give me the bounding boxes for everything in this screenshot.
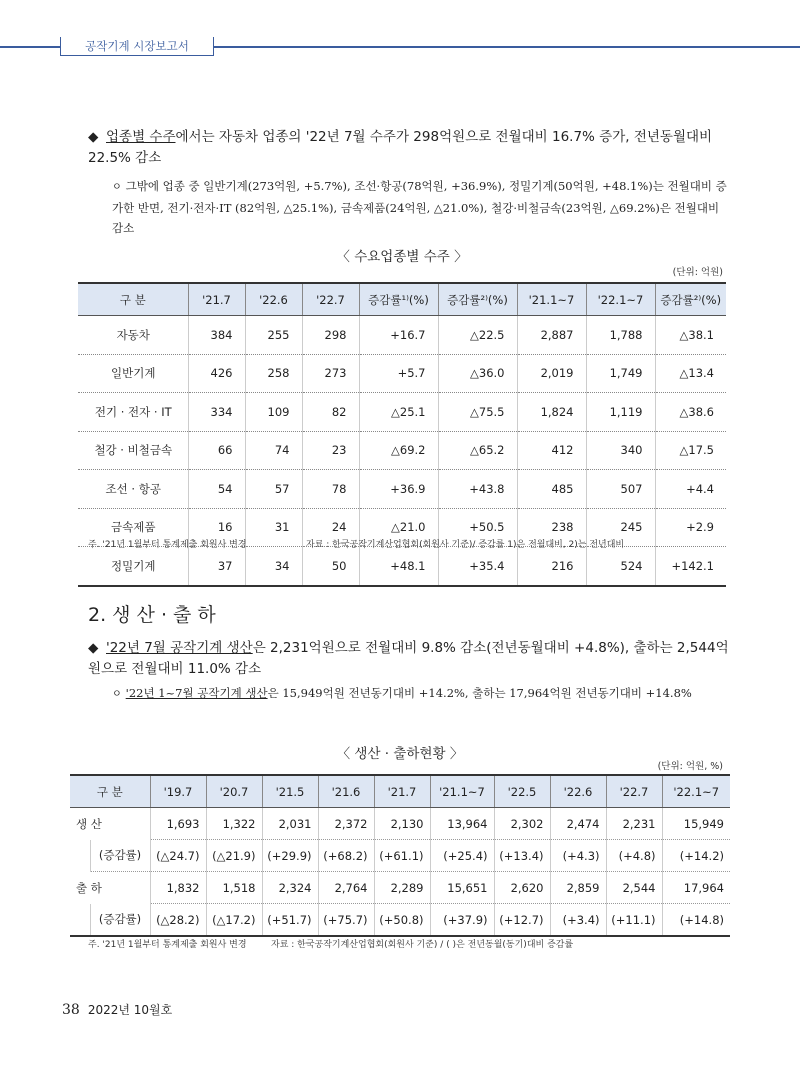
table2-header-cell: '19.7 xyxy=(150,775,206,808)
table-cell: 23 xyxy=(302,431,359,470)
table-cell: 15,949 xyxy=(662,808,730,840)
table-cell: (+29.9) xyxy=(262,840,318,872)
table-cell: (△21.9) xyxy=(206,840,262,872)
table1-header-cell: '22.6 xyxy=(245,283,302,316)
table-cell: 57 xyxy=(245,470,302,509)
issue-label: 2022년 10월호 xyxy=(87,1003,173,1017)
table-cell: (△28.2) xyxy=(150,904,206,937)
table-cell: 2,019 xyxy=(517,354,586,393)
sub-underlined: '22년 1~7월 공작기계 생산 xyxy=(125,686,268,700)
table-cell: +35.4 xyxy=(438,547,517,586)
table-row xyxy=(78,431,726,470)
row-group-label: 생 산 xyxy=(76,816,102,831)
table-cell: 2,544 xyxy=(606,872,662,904)
table-cell: △21.0 xyxy=(359,508,438,547)
table1-source: 자료 : 한국공작기계산업협회(회원사 기준)/ 증감률 1)은 전월대비, 2)는 전년대비 xyxy=(306,540,625,550)
table-cell: +36.9 xyxy=(359,470,438,509)
table-row xyxy=(70,840,730,872)
row-indent xyxy=(70,840,90,872)
table-cell: 238 xyxy=(517,508,586,547)
table-cell: 2,130 xyxy=(374,808,430,840)
table-cell: (+11.1) xyxy=(606,904,662,937)
table-cell: △25.1 xyxy=(359,393,438,432)
table-cell: 17,964 xyxy=(662,872,730,904)
table-row xyxy=(78,470,726,509)
table2-header-cell: '22.6 xyxy=(550,775,606,808)
table2-header-cell: '22.1~7 xyxy=(662,775,730,808)
table1-header-cell: 증감률²⁾(%) xyxy=(655,283,726,316)
table-cell: 2,031 xyxy=(262,808,318,840)
table-cell: 2,764 xyxy=(318,872,374,904)
table-cell: △65.2 xyxy=(438,431,517,470)
table-cell: (+68.2) xyxy=(318,840,374,872)
table-cell: 507 xyxy=(586,470,655,509)
table-cell: 2,289 xyxy=(374,872,430,904)
table1-header-cell: '22.7 xyxy=(302,283,359,316)
table-cell: △75.5 xyxy=(438,393,517,432)
table2-header-cell: '21.7 xyxy=(374,775,430,808)
table-cell: △36.0 xyxy=(438,354,517,393)
circle-bullet-icon: ㅇ xyxy=(112,182,122,193)
table-cell: 384 xyxy=(188,316,245,355)
table-cell: 82 xyxy=(302,393,359,432)
table-cell: (△24.7) xyxy=(150,840,206,872)
table-row xyxy=(70,808,730,840)
table-cell: 340 xyxy=(586,431,655,470)
table-cell: (+12.7) xyxy=(494,904,550,937)
table2-note: 주. '21년 1월부터 통계제출 회원사 변경 xyxy=(88,940,247,950)
table-cell: 34 xyxy=(245,547,302,586)
row-label: 자동차 xyxy=(78,316,188,355)
table-cell: (+14.8) xyxy=(662,904,730,937)
row-label: 전기 · 전자 · IT xyxy=(78,393,188,432)
table-cell: +48.1 xyxy=(359,547,438,586)
table-cell: (+37.9) xyxy=(430,904,494,937)
table-cell: (+50.8) xyxy=(374,904,430,937)
table2-unit: (단위: 억원, %) xyxy=(657,761,723,772)
table2-source: 자료 : 한국공작기계산업협회(회원사 기준) / ( )은 전년동월(동기)대비 증감률 xyxy=(271,940,574,950)
table-cell: △69.2 xyxy=(359,431,438,470)
page-number: 38 xyxy=(62,1002,80,1018)
table-cell: (+3.4) xyxy=(550,904,606,937)
table1-header-cell: '21.7 xyxy=(188,283,245,316)
report-title-tab: 공작기계 시장보고서 xyxy=(60,37,214,56)
table1-header-cell: '21.1~7 xyxy=(517,283,586,316)
row-label: 철강 · 비철금속 xyxy=(78,431,188,470)
table-cell: 1,749 xyxy=(586,354,655,393)
table-cell: 16 xyxy=(188,508,245,547)
table-cell: +50.5 xyxy=(438,508,517,547)
table-cell: (+61.1) xyxy=(374,840,430,872)
table-cell: 273 xyxy=(302,354,359,393)
table-cell: +43.8 xyxy=(438,470,517,509)
table2-header-cell: '21.6 xyxy=(318,775,374,808)
table-cell: 2,859 xyxy=(550,872,606,904)
row-label: 금속제품 xyxy=(78,508,188,547)
table-cell: 74 xyxy=(245,431,302,470)
table1-header-cell: 증감률²⁾(%) xyxy=(438,283,517,316)
industry-orders-subpoint xyxy=(112,176,732,238)
table-cell: 37 xyxy=(188,547,245,586)
table-cell: 2,474 xyxy=(550,808,606,840)
table2-header-cell: '22.7 xyxy=(606,775,662,808)
table-cell: 2,372 xyxy=(318,808,374,840)
production-shipment-table xyxy=(70,774,730,937)
table-cell: (+4.8) xyxy=(606,840,662,872)
table-cell: 15,651 xyxy=(430,872,494,904)
table-cell: 13,964 xyxy=(430,808,494,840)
table-cell: +5.7 xyxy=(359,354,438,393)
table2-caption: 〈 생산 · 출하현황 〉 xyxy=(336,746,464,762)
table-cell: 258 xyxy=(245,354,302,393)
sub-text: 은 15,949억원 전년동기대비 +14.2%, 출하는 17,964억원 전년동기대비 +14.8% xyxy=(267,686,692,700)
table-cell: 2,231 xyxy=(606,808,662,840)
table-cell: 245 xyxy=(586,508,655,547)
table2-header-cell: 구 분 xyxy=(70,775,150,808)
lead-underlined: '22년 7월 공작기계 생산 xyxy=(106,640,253,656)
table-cell: (+14.2) xyxy=(662,840,730,872)
table-cell: 50 xyxy=(302,547,359,586)
table-cell: 2,887 xyxy=(517,316,586,355)
industry-orders-paragraph xyxy=(88,127,738,169)
table-cell: 24 xyxy=(302,508,359,547)
table-cell: 54 xyxy=(188,470,245,509)
table-row xyxy=(78,547,726,586)
table-cell: △22.5 xyxy=(438,316,517,355)
table-cell: 524 xyxy=(586,547,655,586)
table-cell: 1,322 xyxy=(206,808,262,840)
table1-header-cell: '22.1~7 xyxy=(586,283,655,316)
diamond-bullet-icon: ◆ xyxy=(88,640,99,656)
table-cell: △13.4 xyxy=(655,354,726,393)
table1-header-cell: 증감률¹⁾(%) xyxy=(359,283,438,316)
section2-heading: 2. 생 산 · 출 하 xyxy=(88,604,216,626)
row-group-label: 출 하 xyxy=(76,880,102,895)
table-cell: 412 xyxy=(517,431,586,470)
table-cell: (+13.4) xyxy=(494,840,550,872)
table-cell: 1,518 xyxy=(206,872,262,904)
table-cell: 426 xyxy=(188,354,245,393)
table-cell: 1,788 xyxy=(586,316,655,355)
table1-note: 주. '21년 1월부터 통계제출 회원사 변경 xyxy=(88,540,247,550)
table2-header-cell: '22.5 xyxy=(494,775,550,808)
table-row xyxy=(70,904,730,937)
table1-header-cell: 구 분 xyxy=(78,283,188,316)
table-row xyxy=(78,354,726,393)
table-row xyxy=(78,316,726,355)
table-cell: 485 xyxy=(517,470,586,509)
lead-text: 은 2,231억원으로 전월대비 9.8% 감소(전년동월대비 +4.8%), 출하는 2,544억원으로 전월대비 11.0% 감소 xyxy=(88,640,729,677)
table2-header-cell: '21.1~7 xyxy=(430,775,494,808)
table1-unit: (단위: 억원) xyxy=(672,267,723,278)
table-cell: (+75.7) xyxy=(318,904,374,937)
table-cell: 66 xyxy=(188,431,245,470)
table-cell: 216 xyxy=(517,547,586,586)
row-label: 일반기계 xyxy=(78,354,188,393)
table-cell: 109 xyxy=(245,393,302,432)
table-cell: 2,302 xyxy=(494,808,550,840)
row-label: 조선 · 항공 xyxy=(78,470,188,509)
table-cell: +2.9 xyxy=(655,508,726,547)
row-indent xyxy=(70,904,90,937)
lead-text: 에서는 자동차 업종의 '22년 7월 수주가 298억원으로 전월대비 16.7% 증가, 전년동월대비 22.5% 감소 xyxy=(88,129,713,166)
table2-header-cell: '21.5 xyxy=(262,775,318,808)
row-sub-label: (증감률) xyxy=(90,904,150,937)
table-cell: 2,324 xyxy=(262,872,318,904)
table-cell: +142.1 xyxy=(655,547,726,586)
lead-underlined: 업종별 수주 xyxy=(106,129,176,145)
page-footer xyxy=(62,1001,172,1018)
table-cell: 78 xyxy=(302,470,359,509)
table-cell: 255 xyxy=(245,316,302,355)
table-row xyxy=(70,872,730,904)
production-subpoint xyxy=(112,683,732,705)
production-paragraph xyxy=(88,638,738,680)
table-cell: +16.7 xyxy=(359,316,438,355)
table-cell: 1,824 xyxy=(517,393,586,432)
table-cell: (+4.3) xyxy=(550,840,606,872)
table-cell: 2,620 xyxy=(494,872,550,904)
table1-caption: 〈 수요업종별 수주 〉 xyxy=(336,249,468,265)
table-cell: (+25.4) xyxy=(430,840,494,872)
table-cell: △38.1 xyxy=(655,316,726,355)
row-label: 정밀기계 xyxy=(78,547,188,586)
diamond-bullet-icon: ◆ xyxy=(88,129,99,145)
table-cell: 1,119 xyxy=(586,393,655,432)
table-cell: +4.4 xyxy=(655,470,726,509)
table-cell: (+51.7) xyxy=(262,904,318,937)
circle-bullet-icon: ㅇ xyxy=(112,689,122,700)
table2-header-cell: '20.7 xyxy=(206,775,262,808)
table-cell: 334 xyxy=(188,393,245,432)
table-cell: 298 xyxy=(302,316,359,355)
table-cell: 31 xyxy=(245,508,302,547)
sub-text: 그밖에 업종 중 일반기계(273억원, +5.7%), 조선·항공(78억원, +36.9%), 정밀기계(50억원, +48.1%)는 전월대비 증가한 반면, 전기·전자·IT (82억원, △25.1%), 금속제품(24억원, △21.0%), 철강·비철금속(23억원, △69.2%)은 전월대비 감소 xyxy=(112,179,727,235)
row-sub-label: (증감률) xyxy=(90,840,150,872)
table-cell: 1,693 xyxy=(150,808,206,840)
table-row xyxy=(78,393,726,432)
table-cell: △17.5 xyxy=(655,431,726,470)
table-cell: 1,832 xyxy=(150,872,206,904)
table-cell: △38.6 xyxy=(655,393,726,432)
table-cell: (△17.2) xyxy=(206,904,262,937)
